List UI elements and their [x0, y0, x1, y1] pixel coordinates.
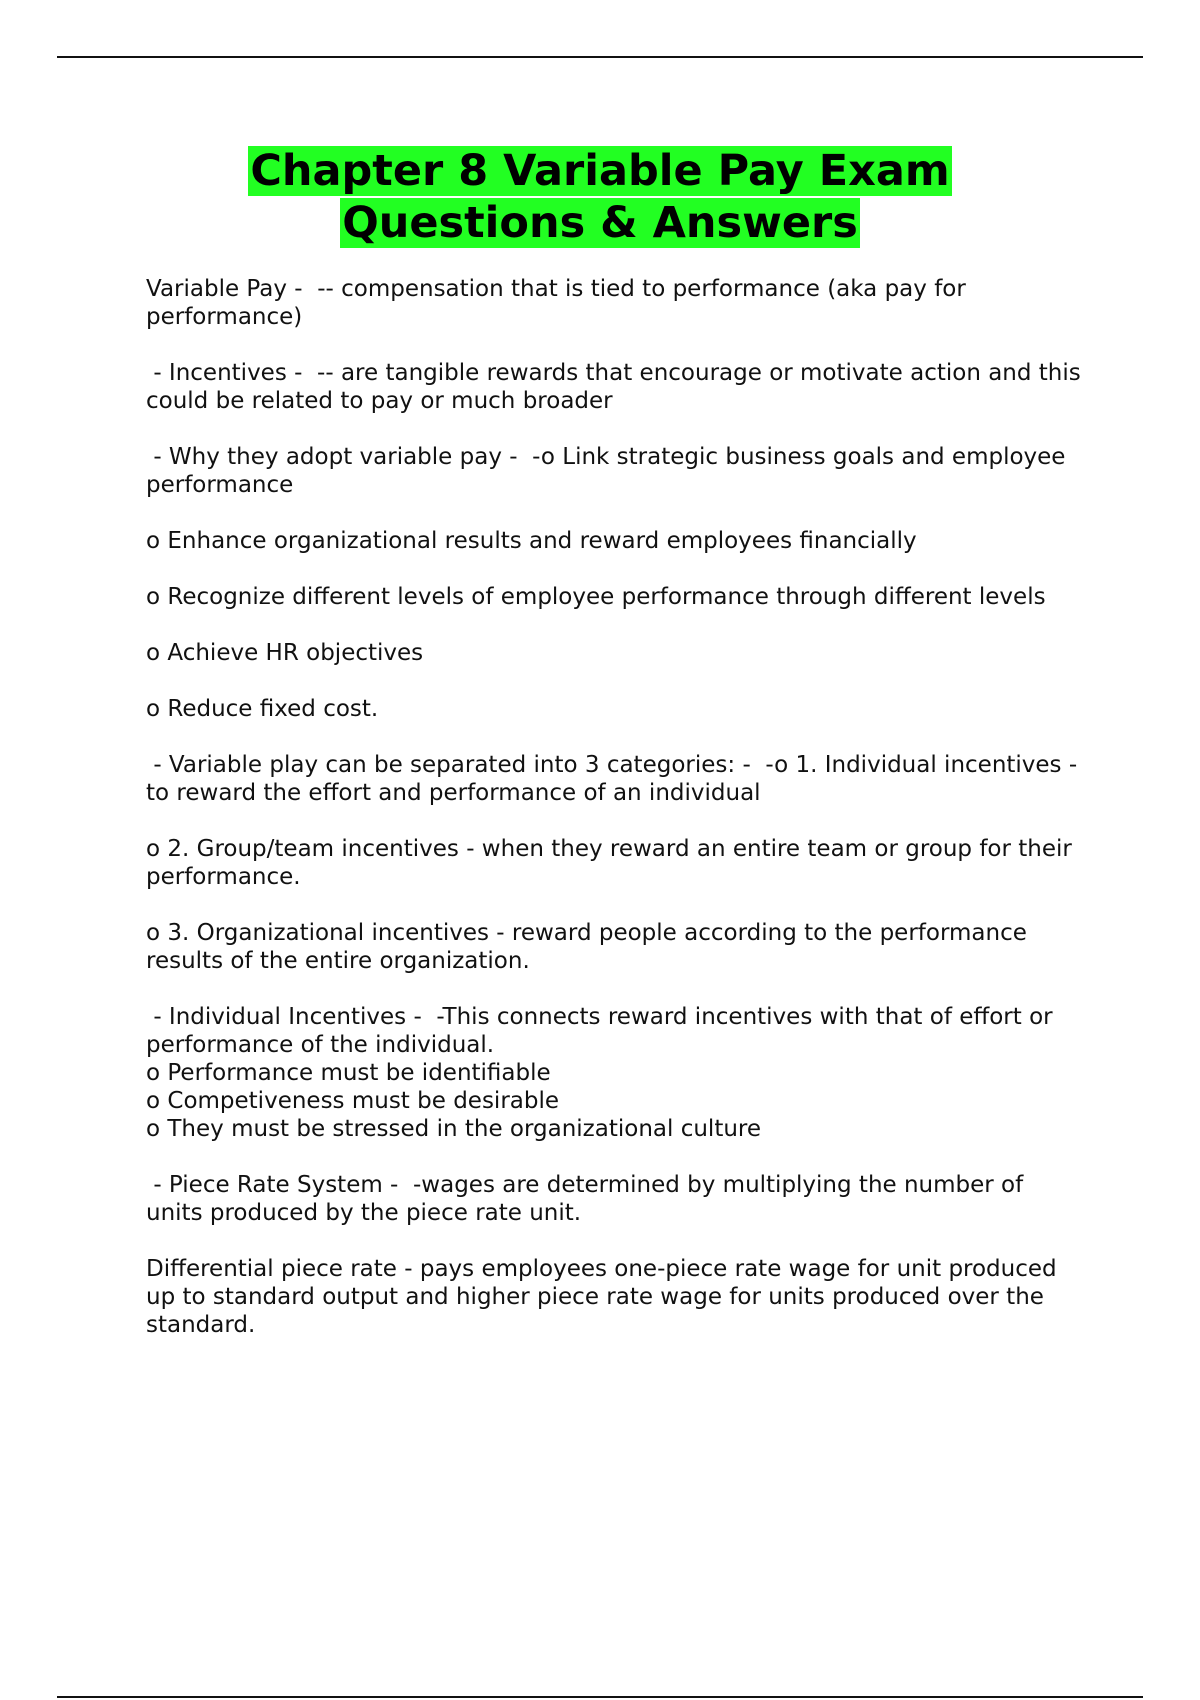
paragraph [146, 527, 1081, 555]
top-rule [57, 56, 1143, 58]
paragraph [146, 639, 1081, 667]
paragraph-line: - Piece Rate System - -wages are determined by multiplying the number of units produced by the piece rate unit. [146, 1172, 1031, 1226]
paragraph-line: - Incentives - -- are tangible rewards that encourage or motivate action and this could be related to pay or much broader [146, 360, 1089, 414]
paragraph-line: o Performance must be identifiable [146, 1060, 551, 1086]
paragraph [146, 583, 1081, 611]
paragraph [146, 835, 1081, 891]
paragraph-line: - Individual Incentives - -This connects reward incentives with that of effort or performance of the individual. [146, 1004, 1060, 1058]
paragraph [146, 919, 1081, 975]
paragraph [146, 443, 1081, 499]
paragraph-line: o Enhance organizational results and reward employees financially [146, 528, 917, 554]
paragraph-line: o 3. Organizational incentives - reward people according to the performance results of the entire organization. [146, 920, 1035, 974]
paragraph [146, 1171, 1081, 1227]
paragraph-line: o Competiveness must be desirable [146, 1088, 560, 1114]
paragraph [146, 1255, 1081, 1339]
title-block [0, 145, 1200, 249]
paragraph-line: - Why they adopt variable pay - -o Link strategic business goals and employee performance [146, 444, 1073, 498]
paragraph [146, 751, 1085, 807]
bottom-rule [57, 1696, 1143, 1698]
title-line-2: Questions & Answers [342, 198, 858, 248]
paragraph-line: o Reduce fixed cost. [146, 696, 379, 722]
paragraph-line: Differential piece rate - pays employees one-piece rate wage for unit produced up to standard output and higher piece rate wage for units produced over the standard. [146, 1256, 1064, 1338]
paragraph [146, 275, 1081, 331]
paragraph [146, 1003, 1081, 1143]
paragraph [146, 695, 1081, 723]
paragraph-line: o They must be stressed in the organizational culture [146, 1116, 762, 1142]
paragraph [146, 359, 1089, 415]
paragraph-line: o Achieve HR objectives [146, 640, 424, 666]
document-body [146, 275, 1089, 1367]
paragraph-line: Variable Pay - -- compensation that is tied to performance (aka pay for performance) [146, 276, 974, 330]
document-title [248, 146, 951, 248]
paragraph-line: o Recognize different levels of employee performance through different levels [146, 584, 1046, 610]
paragraph-line: - Variable play can be separated into 3 categories: - -o 1. Individual incentives - to reward the effort and performance of an individual [146, 752, 1085, 806]
title-line-1: Chapter 8 Variable Pay Exam [250, 146, 950, 196]
paragraph-line: o 2. Group/team incentives - when they reward an entire team or group for their performance. [146, 836, 1080, 890]
